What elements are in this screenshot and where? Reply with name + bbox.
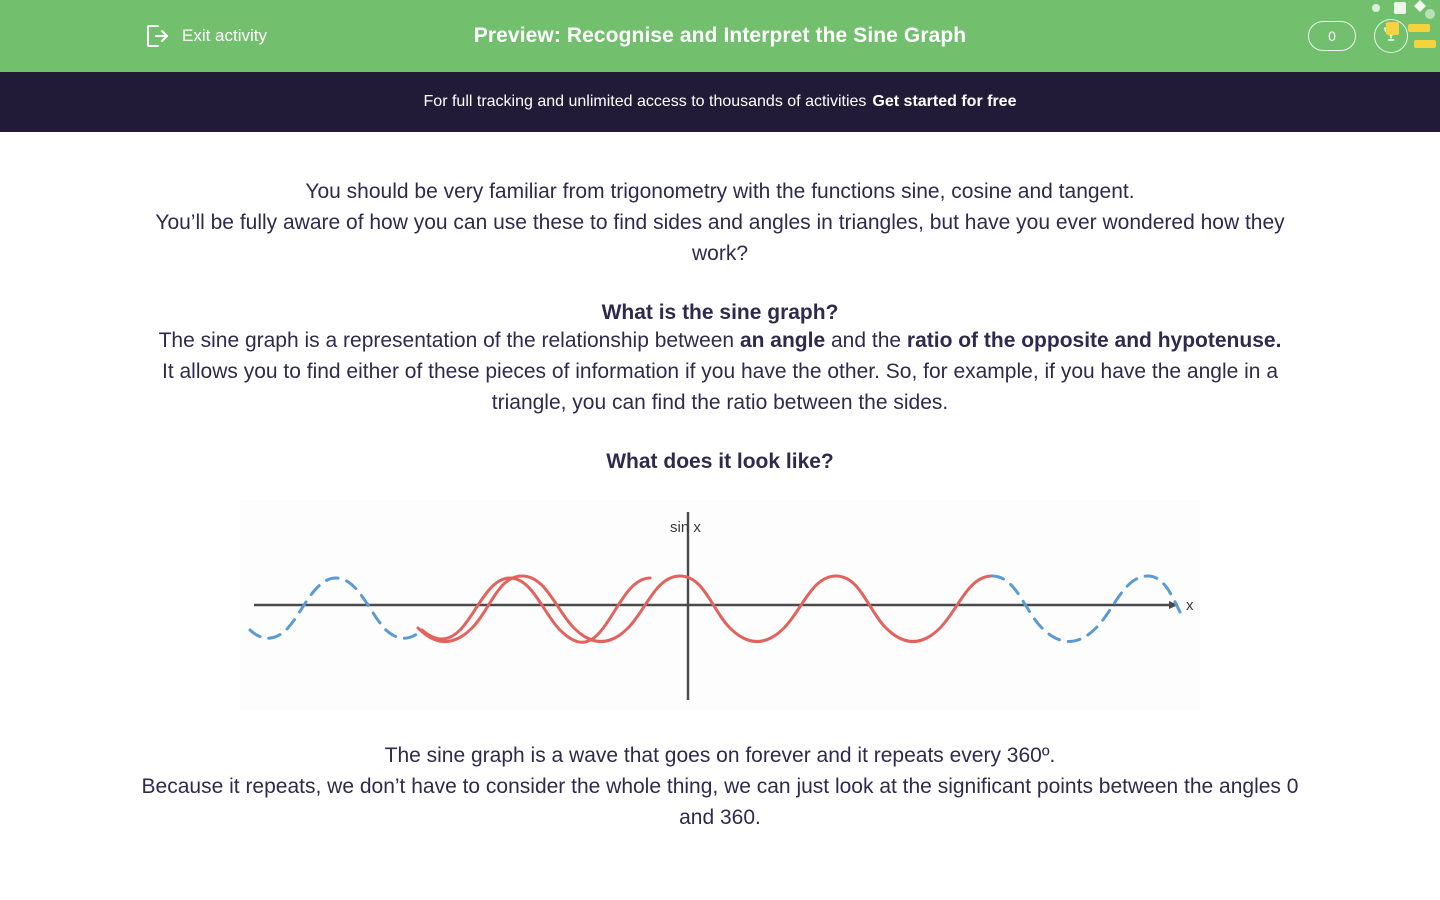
exit-activity-button[interactable] bbox=[146, 24, 267, 48]
definition-middle: and the bbox=[825, 329, 907, 352]
definition-extra: It allows you to find either of these pieces of information if you have the other. So, for example, if you have the angle in a triangle, you can find the ratio between the sides. bbox=[162, 360, 1278, 414]
intro-line-2: You’ll be fully aware of how you can use these to find sides and angles in triangles, but have you ever wondered how they work? bbox=[155, 211, 1285, 265]
outro-line-1: The sine graph is a wave that goes on forever and it repeats every 360º. bbox=[384, 744, 1056, 767]
outro-line-2: Because it repeats, we don’t have to consider the whole thing, we can just look at the significant points between the angles 0 and 360. bbox=[141, 775, 1299, 829]
definition-prefix: The sine graph is a representation of the relationship between bbox=[158, 329, 740, 352]
top-bar bbox=[0, 0, 1440, 72]
top-bar-right-controls bbox=[1308, 0, 1440, 72]
y-axis-label: sin x bbox=[670, 519, 701, 536]
sine-graph-figure-wrap bbox=[0, 500, 1440, 710]
definition-bold-angle: an angle bbox=[739, 329, 826, 352]
x-axis-label: x bbox=[1186, 597, 1194, 614]
points-badge[interactable] bbox=[1308, 21, 1356, 51]
exit-door-arrow-icon bbox=[146, 24, 172, 48]
promo-banner bbox=[0, 72, 1440, 132]
exit-activity-label: Exit activity bbox=[182, 26, 268, 45]
sine-graph-figure bbox=[240, 500, 1200, 710]
heading-what-does-it-look-like: What does it look like? bbox=[606, 450, 834, 473]
heading-what-is-the-sine-graph: What is the sine graph? bbox=[601, 301, 839, 324]
points-value: 0 bbox=[1328, 28, 1336, 44]
trophy-button[interactable] bbox=[1374, 19, 1408, 53]
definition-bold-ratio: ratio of the opposite and hypotenuse. bbox=[906, 329, 1282, 352]
outro-paragraph bbox=[140, 740, 1300, 833]
activity-content bbox=[0, 132, 1440, 833]
intro-line-1: You should be very familiar from trigonometry with the functions sine, cosine and tangent. bbox=[305, 180, 1135, 203]
page-title: Preview: Recognise and Interpret the Sine Graph bbox=[473, 24, 967, 47]
definition-paragraph bbox=[140, 325, 1300, 418]
promo-text: For full tracking and unlimited access to thousands of activities bbox=[423, 93, 867, 110]
get-started-link[interactable]: Get started for free bbox=[872, 93, 1017, 110]
intro-paragraph bbox=[140, 176, 1300, 269]
trophy-icon bbox=[1381, 24, 1401, 49]
